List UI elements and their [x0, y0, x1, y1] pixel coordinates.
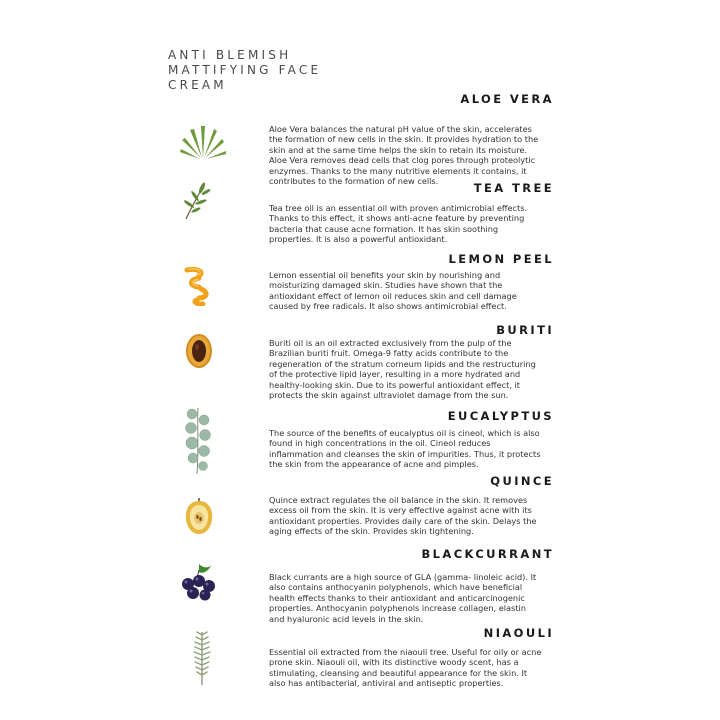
product-title-line-2: MATTIFYING FACE [168, 63, 322, 77]
ingredient-description-niaouli: Essential oil extracted from the niaouli tree. Useful for oily or acne prone skin. Niaouli oil, with its distinctive woody scent, has a stimulating, cleansing and beautiful appearance for the skin. It also has antibacterial, antiviral and antiseptic properties. [269, 647, 542, 689]
niaouli-icon [190, 630, 214, 686]
lemon-peel-icon [181, 266, 211, 306]
ingredient-heading-buriti: BURITI [496, 323, 554, 337]
eucalyptus-icon [183, 406, 213, 476]
ingredient-description-tea-tree: Tea tree oil is an essential oil with proven antimicrobial effects. Thanks to this effect, it shows anti-acne feature by preventing bacteria that cause acne formation. It has skin soothing properties. It is also a powerful antioxidant. [269, 203, 528, 245]
product-title-line-1: ANTI BLEMISH [168, 48, 292, 62]
quince-icon [183, 498, 215, 536]
product-title-line-3: CREAM [168, 78, 227, 92]
ingredient-heading-niaouli: NIAOULI [483, 626, 554, 640]
ingredient-description-quince: Quince extract regulates the oil balance in the skin. It removes excess oil from the skin. It is very effective against acne with its antioxidant properties. Provides daily care of the skin. Delays the aging effects of the skin. Provides skin tightening. [269, 495, 537, 537]
blackcurrant-icon [177, 562, 219, 602]
ingredient-description-blackcurrant: Black currants are a high source of GLA (gamma- linoleic acid). It also contains anthocyanin polyphenols, which have beneficial health effects thanks to their antioxidant and anticarcinogenic properties. Anthocyanin polyphenols increase collagen, elastin and hyaluronic acid levels in the skin. [269, 572, 537, 624]
ingredient-description-buriti: Buriti oil is an oil extracted exclusively from the pulp of the Brazilian buriti fruit. Omega-9 fatty acids contribute to the regeneration of the stratum corneum lipids and the restructuring of the protective lipid layer, resulting in a more hydrated and healthy-looking skin. Due to its powerful antioxidant effect, it protects the skin against ultraviolet damage from the sun. [269, 338, 536, 401]
ingredient-heading-quince: QUINCE [490, 474, 554, 488]
ingredient-heading-eucalyptus: EUCALYPTUS [447, 409, 554, 423]
ingredient-heading-lemon-peel: LEMON PEEL [448, 252, 554, 266]
tea-tree-icon [180, 182, 212, 220]
ingredient-heading-aloe-vera: ALOE VERA [460, 92, 554, 106]
ingredient-description-aloe-vera: Aloe Vera balances the natural pH value of the skin, accelerates the formation of new cells in the skin. It provides hydration to the skin and at the same time helps the skin to retain its moisture. Aloe Vera removes dead cells that clog pores through proteolytic enzymes. Thanks to the many nutritive elements it contains, it contributes to the formation of new cells. [269, 124, 539, 187]
buriti-icon [184, 332, 214, 370]
ingredient-heading-blackcurrant: BLACKCURRANT [421, 547, 554, 561]
ingredient-description-lemon-peel: Lemon essential oil benefits your skin by nourishing and moisturizing damaged skin. Studies have shown that the antioxidant effect of lemon oil reduces skin and cell damage caused by free radicals. It also shows antimicrobial effect. [269, 270, 517, 312]
ingredient-description-eucalyptus: The source of the benefits of eucalyptus oil is cineol, which is also found in high concentrations in the oil. Cineol reduces inflammation and cleanses the skin of impurities. Thus, it protects the skin from the appearance of acne and pimples. [269, 428, 541, 470]
aloe-vera-icon [180, 122, 226, 160]
ingredient-heading-tea-tree: TEA TREE [473, 181, 554, 195]
